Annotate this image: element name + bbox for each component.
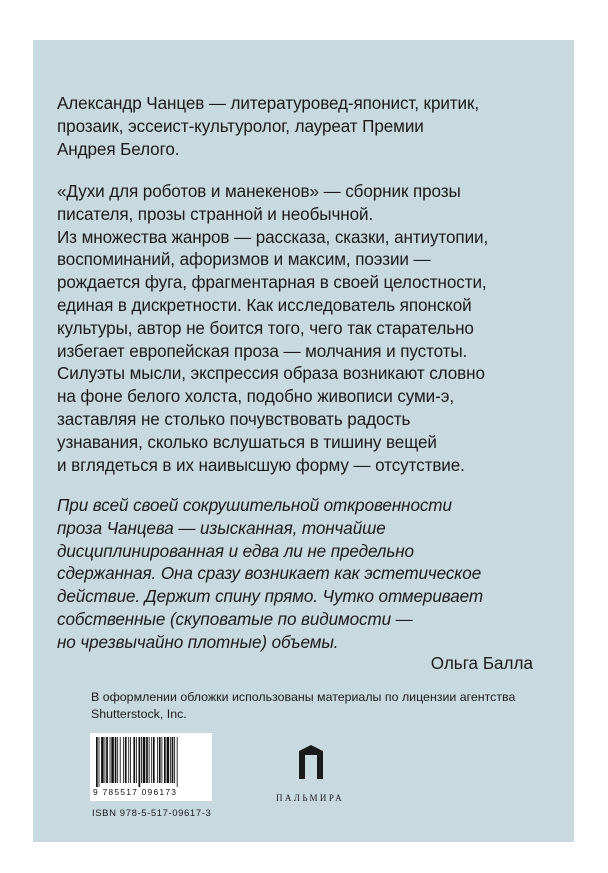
quote-line: действие. Держит спину прямо. Чутко отмеривает xyxy=(57,587,483,607)
isbn: ISBN 978-5-517-09617-3 xyxy=(92,808,212,819)
barcode-bar xyxy=(111,737,114,783)
description-line: единая в дискретности. Как исследователь японской xyxy=(57,295,472,315)
license-line: Shutterstock, Inc. xyxy=(91,707,187,721)
barcode-bar xyxy=(117,737,118,783)
quote-line: дисциплинированная и едва ли не предельно xyxy=(57,541,414,561)
page-margin xyxy=(574,40,608,873)
barcode-bar xyxy=(167,737,170,783)
author-bio xyxy=(57,93,577,161)
barcode-icon xyxy=(94,737,208,787)
description-line: на фоне белого холста, подобно живописи суми-э, xyxy=(57,387,454,407)
description-line: Из множества жанров — рассказа, сказки, антиутопии, xyxy=(57,227,489,247)
barcode-bar xyxy=(164,737,166,783)
description-line: рождается фуга, фрагментарная в своей целостности, xyxy=(57,273,487,293)
barcode-bar xyxy=(133,737,135,783)
barcode-bar xyxy=(161,737,162,783)
barcode-bar xyxy=(101,737,104,783)
barcode-bar xyxy=(110,737,111,783)
barcode-bar xyxy=(157,737,158,783)
barcode-bar xyxy=(172,737,174,783)
description-line: избегает европейская проза — молчания и пустоты. xyxy=(57,341,468,361)
barcode-bar xyxy=(130,737,131,783)
author-bio-line: Александр Чанцев — литературовед-японист, критик, xyxy=(57,94,480,113)
barcode-bar xyxy=(125,737,127,783)
barcode-bar xyxy=(99,737,100,787)
barcode-bar xyxy=(174,737,175,783)
license-note xyxy=(91,689,515,723)
publisher-logo-icon xyxy=(299,745,323,779)
barcode-bar xyxy=(123,737,124,783)
barcode-bar xyxy=(120,737,121,783)
barcode-bar xyxy=(149,737,150,783)
barcode-bar xyxy=(177,737,178,787)
description-line: Силуэты мысли, экспрессия образа возникают словно xyxy=(57,364,485,384)
barcode-bar xyxy=(96,737,98,787)
barcode-bar xyxy=(106,737,108,783)
quote-line: проза Чанцева — изысканная, тончайше xyxy=(57,518,386,538)
barcode-digits: 9 785517 096173 xyxy=(93,787,178,797)
description-line: «Духи для роботов и манекенов» — сборник прозы xyxy=(57,182,461,201)
quote-author: Ольга Балла xyxy=(430,654,533,673)
description-line: культуры, автор не боится того, чего так старательно xyxy=(57,318,474,338)
description-line: узнавания, сколько вслушаться в тишину вещей xyxy=(57,432,437,452)
quote-line: собственные (скуповатые по видимости — xyxy=(57,609,413,629)
quote-line: сдержанная. Она сразу возникает как эстетическое xyxy=(57,564,482,584)
barcode-bar xyxy=(141,737,142,783)
barcode-bar xyxy=(151,737,152,783)
description-line: воспоминаний, афоризмов и максим, поэзии — xyxy=(57,250,431,270)
author-bio-line: прозаик, эссеист-культуролог, лауреат Премии xyxy=(57,116,424,136)
description-line: заставляя не столько почувствовать радость xyxy=(57,409,411,429)
barcode-bar xyxy=(143,737,146,783)
description-line: писателя, прозы странной и необычной. xyxy=(57,204,374,224)
publisher-name: ПАЛЬМИРА xyxy=(276,793,344,803)
barcode-bar xyxy=(136,737,137,783)
author-bio-line: Андрея Белого. xyxy=(57,139,180,159)
barcode-bar xyxy=(128,737,129,783)
review-quote xyxy=(57,495,577,655)
barcode-bar xyxy=(115,737,117,783)
barcode xyxy=(90,733,212,801)
description-line: и вглядеться в их наивысшую форму — отсутствие. xyxy=(57,455,465,475)
barcode-bar xyxy=(105,737,106,783)
book-description xyxy=(57,181,577,477)
barcode-bar xyxy=(170,737,171,783)
license-line: В оформлении обложки использованы материалы по лицензии агентства xyxy=(91,690,516,704)
quote-line: При всей своей сокрушительной откровенности xyxy=(57,496,452,515)
barcode-bar xyxy=(159,737,161,783)
barcode-bar xyxy=(153,737,155,783)
quote-line: но чрезвычайно плотные) объемы. xyxy=(57,632,339,652)
barcode-bar xyxy=(139,737,141,787)
barcode-bar xyxy=(146,737,148,783)
